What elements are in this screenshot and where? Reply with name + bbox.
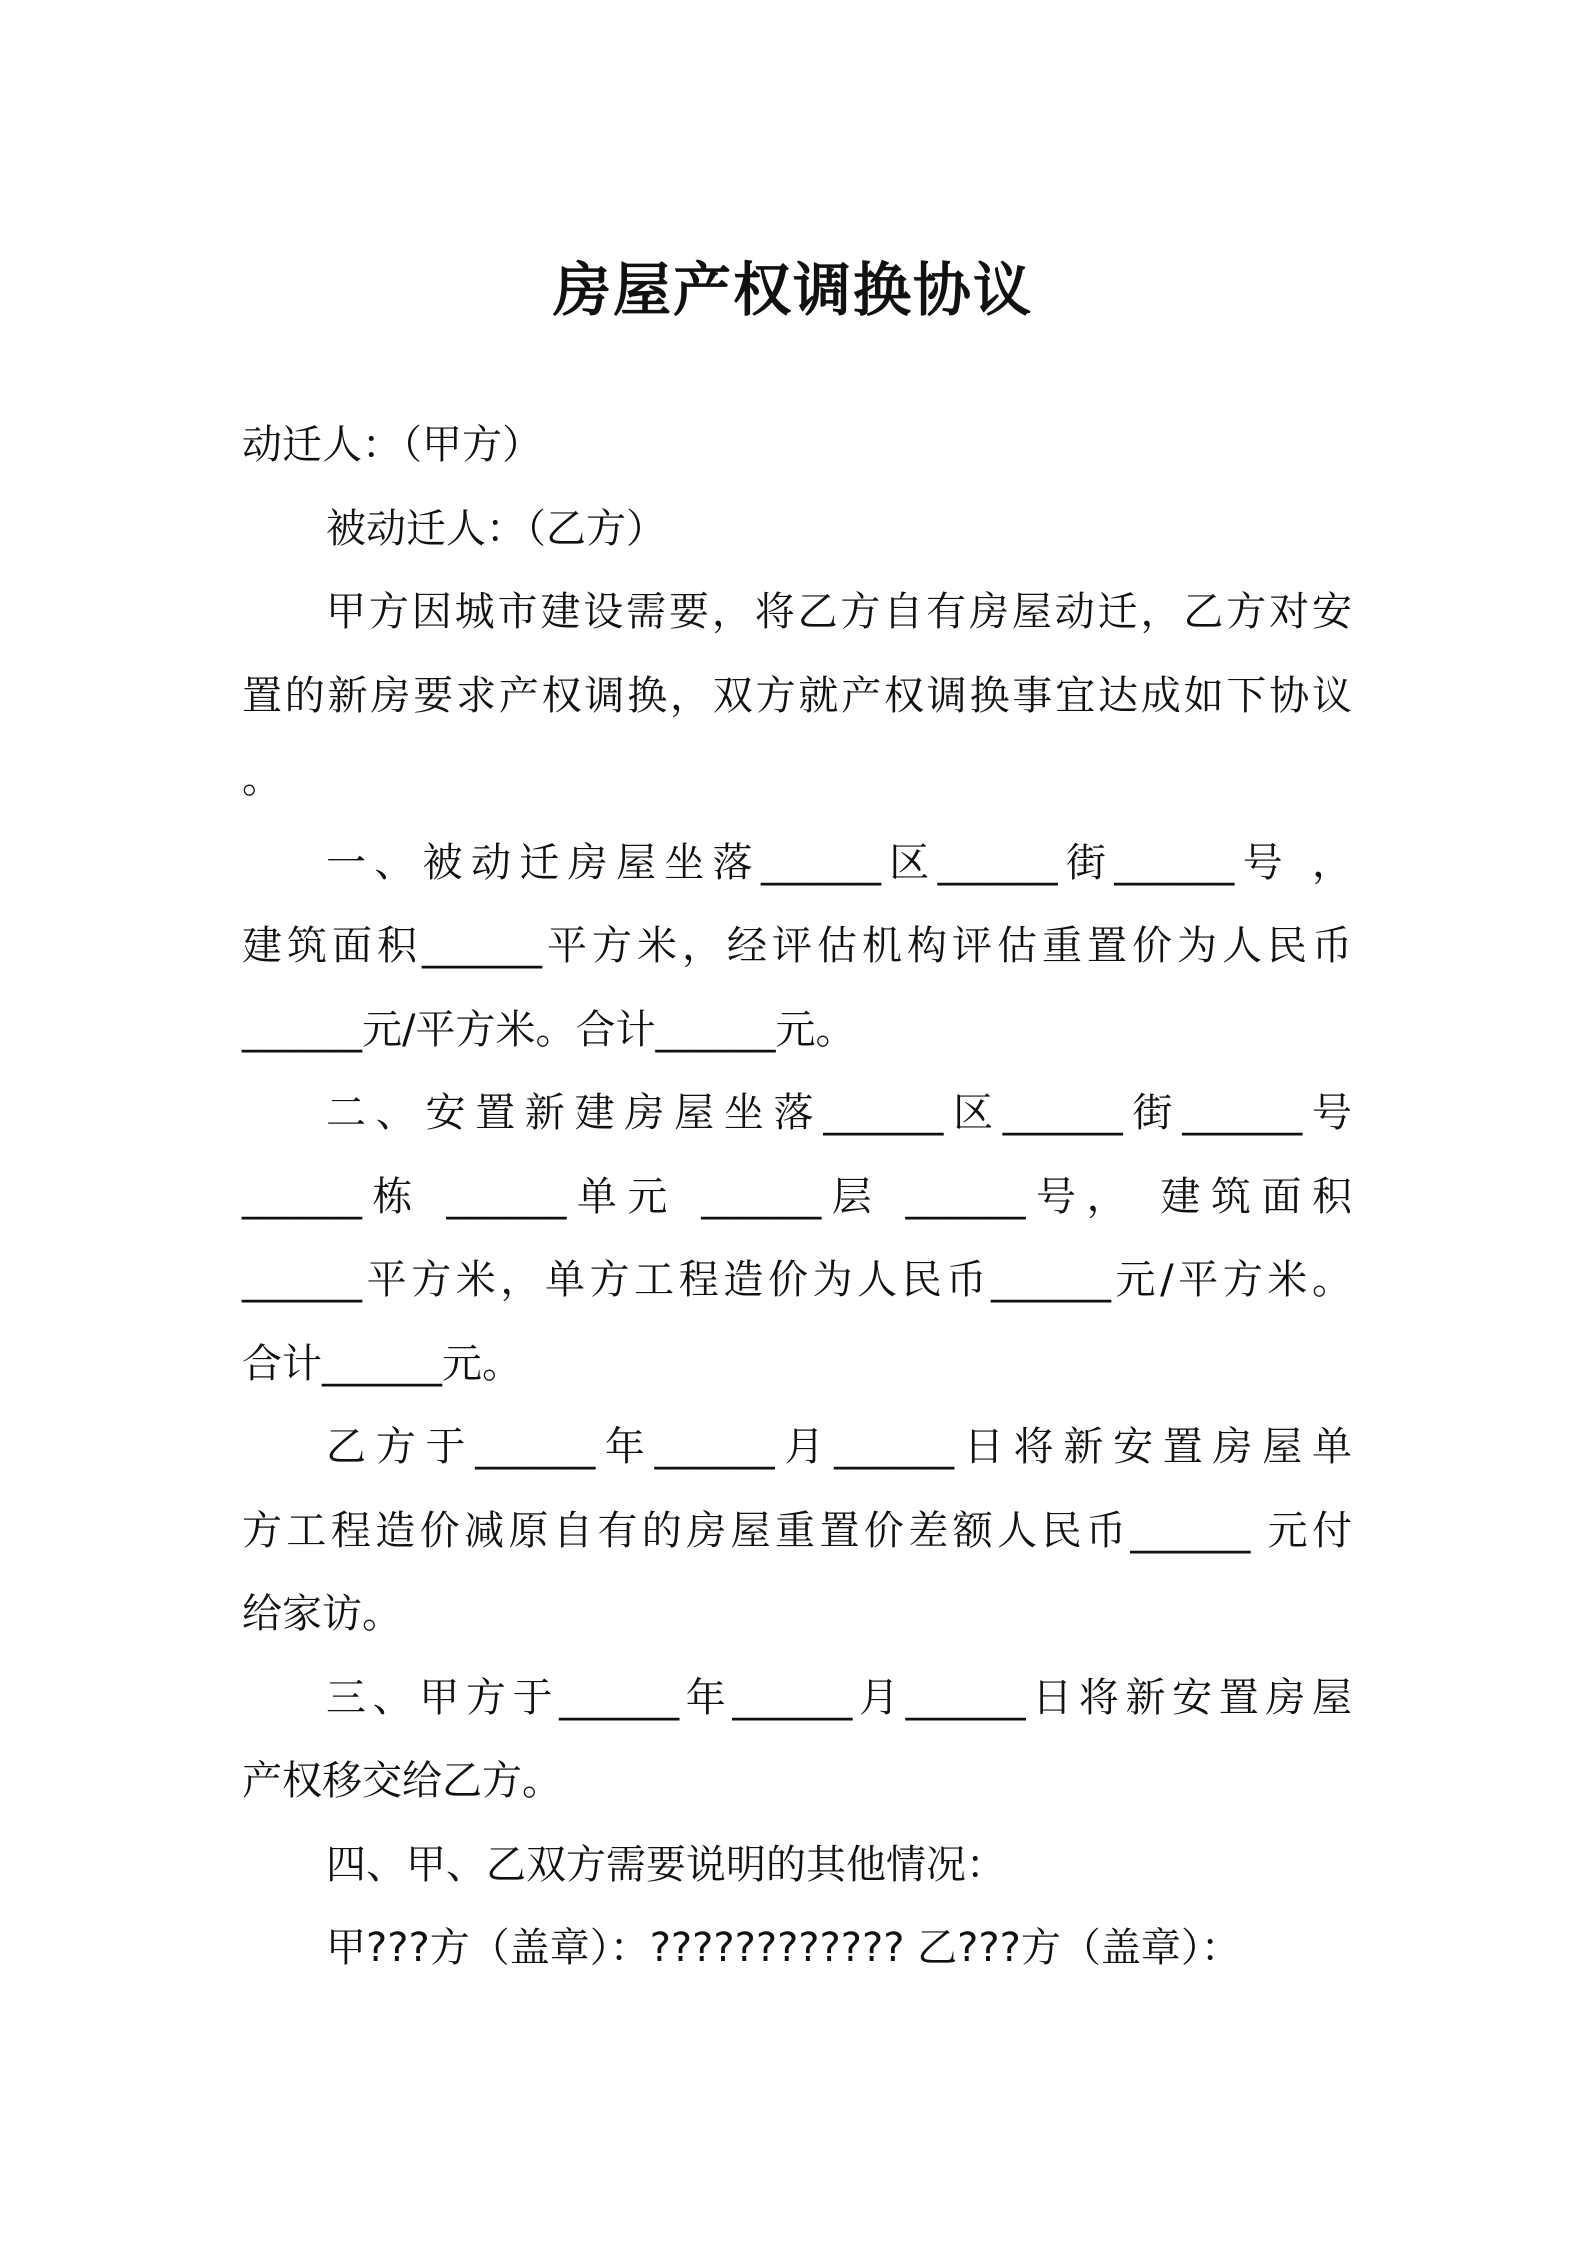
document-body <box>242 404 1352 1991</box>
text-line-payment-a: 乙方于______年______月______日将新安置房屋单 <box>326 1424 1352 1470</box>
text-line-intro-2: 置的新房要求产权调换，双方就产权调换事宜达成如下协议 <box>242 672 1352 719</box>
text-line-clause-3b: 产权移交给乙方。 <box>242 1758 562 1804</box>
text-line-payment-c: 给家访。 <box>242 1591 402 1637</box>
text-line-clause-1a: 一、被动迁房屋坐落______区______街______号 ， <box>326 839 1352 886</box>
text-line-clause-1c: ______元/平方米。合计______元。 <box>242 1006 856 1053</box>
text-line-clause-2a: 二、安置新建房屋坐落______区______街______号 <box>326 1090 1352 1136</box>
text-line-intro-1: 甲方因城市建设需要，将乙方自有房屋动迁，乙方对安 <box>326 589 1352 635</box>
text-line-intro-3: 。 <box>242 756 282 802</box>
text-line-party-a: 动迁人：（甲方） <box>242 422 542 468</box>
text-line-payment-b: 方工程造价减原自有的房屋重置价差额人民币______ 元付 <box>242 1507 1352 1554</box>
text-line-clause-2b: ______栋 ______单元 ______层 ______号， 建筑面积 <box>242 1173 1352 1220</box>
text-line-clause-4: 四、甲、乙双方需要说明的其他情况： <box>326 1841 1006 1888</box>
text-line-clause-1b: 建筑面积______平方米，经评估机构评估重置价为人民币 <box>242 923 1352 969</box>
text-line-signatures: 甲???方（盖章）：???????????? 乙???方（盖章）： <box>326 1925 1241 1971</box>
document-title: 房屋产权调换协议 <box>552 256 1033 324</box>
text-line-clause-2c: ______平方米，单方工程造价为人民币______元/平方米。 <box>242 1257 1352 1303</box>
text-line-party-b: 被动迁人：（乙方） <box>326 505 666 552</box>
text-line-clause-3a: 三、甲方于______年______月______日将新安置房屋 <box>326 1674 1352 1721</box>
text-line-clause-2d: 合计______元。 <box>242 1340 522 1387</box>
